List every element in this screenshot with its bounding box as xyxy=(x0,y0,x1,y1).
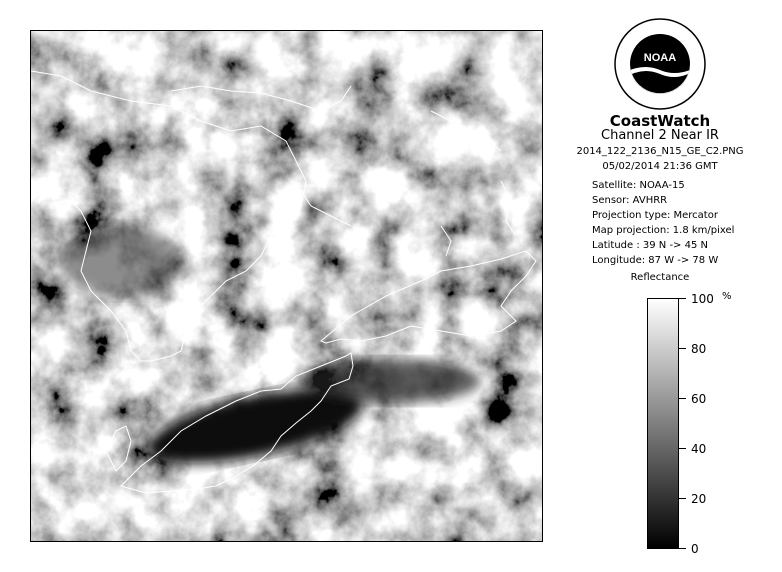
noaa-logo xyxy=(614,18,706,110)
colorbar-tick xyxy=(679,398,686,399)
dark-region-2 xyxy=(301,359,481,403)
longitude-label: Longitude: 87 W -> 78 W xyxy=(592,255,719,266)
tick-label-80: 80 xyxy=(691,342,707,356)
satellite-image xyxy=(30,30,543,542)
reflectance-colorbar xyxy=(647,298,679,549)
tick-label-40: 40 xyxy=(691,442,707,456)
tick-label-60: 60 xyxy=(691,392,707,406)
filename-label: 2014_122_2136_N15_GE_C2.PNG xyxy=(576,146,744,157)
product-title: CoastWatch xyxy=(609,112,711,130)
colorbar-tick xyxy=(679,448,686,449)
tick-label-20: 20 xyxy=(691,492,707,506)
tick-label-0: 0 xyxy=(691,542,699,556)
map-projection-label: Map projection: 1.8 km/pixel xyxy=(592,225,735,236)
latitude-label: Latitude : 39 N -> 45 N xyxy=(592,240,708,251)
dark-region-3 xyxy=(61,226,181,296)
channel-label: Channel 2 Near IR xyxy=(601,128,719,143)
colorbar-tick xyxy=(679,548,686,549)
colorbar-tick xyxy=(679,498,686,499)
colorbar-tick xyxy=(679,298,686,299)
datetime-label: 05/02/2014 21:36 GMT xyxy=(602,161,718,172)
projection-type-label: Projection type: Mercator xyxy=(592,210,718,221)
sensor-label: Sensor: AVHRR xyxy=(592,195,668,206)
satellite-label: Satellite: NOAA-15 xyxy=(592,180,685,191)
tick-label-100: 100 xyxy=(691,292,714,306)
unit-label: % xyxy=(722,291,732,302)
legend-title: Reflectance xyxy=(630,272,690,283)
colorbar-tick xyxy=(679,348,686,349)
noaa-logo-text: NOAA xyxy=(643,52,677,64)
